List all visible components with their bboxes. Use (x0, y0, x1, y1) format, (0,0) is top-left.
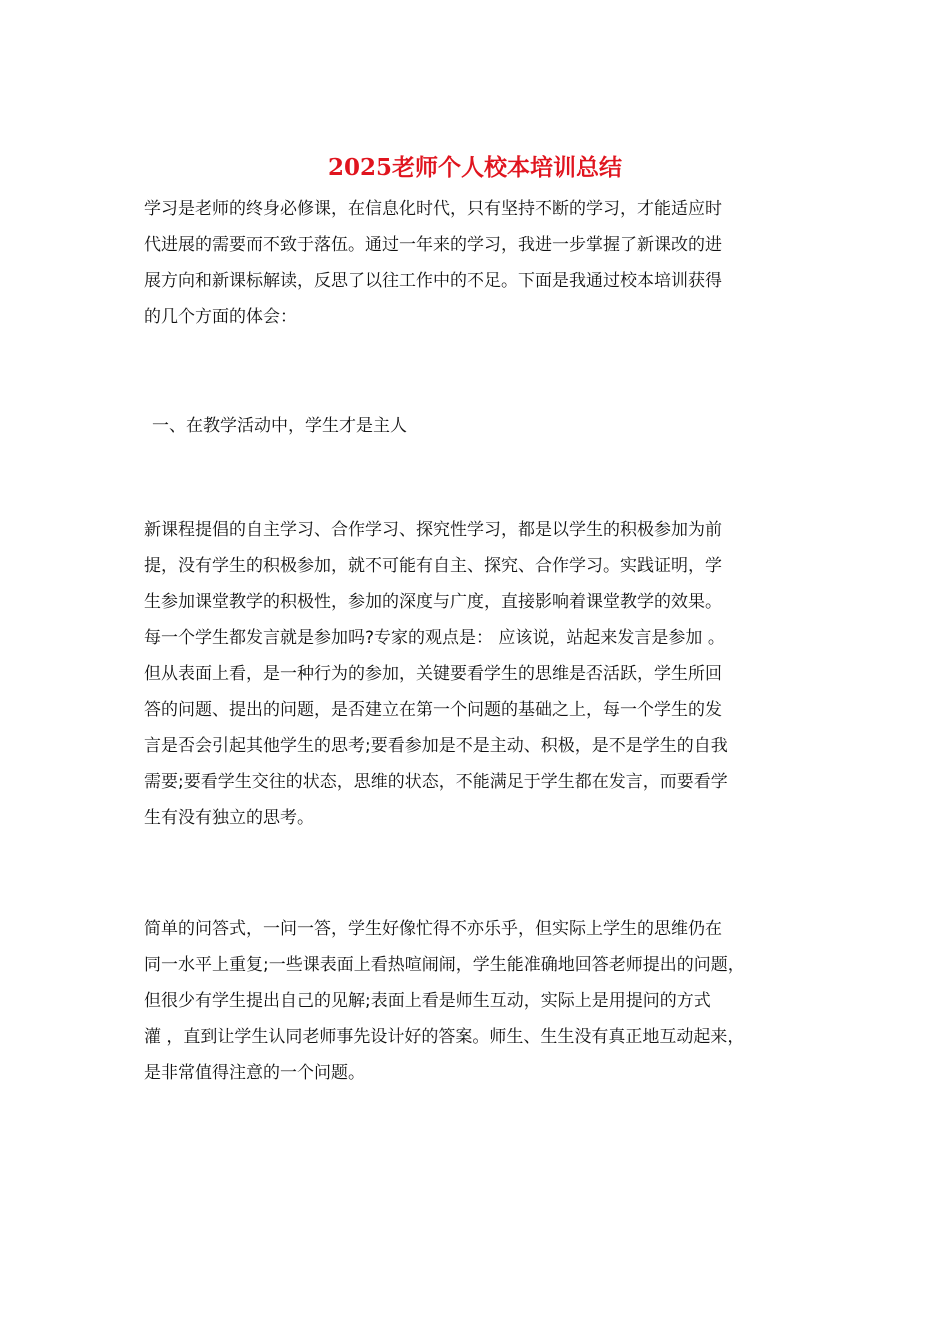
text-line: 简单的问答式，一问一答，学生好像忙得不亦乐乎，但实际上学生的思维仍在 (144, 919, 722, 939)
text-line: 新课程提倡的自主学习、合作学习、探究性学习，都是以学生的积极参加为前 (144, 520, 722, 540)
text-line: 是非常值得注意的一个问题。 (144, 1063, 365, 1083)
text-line: 同一水平上重复;一些课表面上看热喧闹闹，学生能准确地回答老师提出的问题， (144, 955, 745, 975)
text-line: 答的问题、提出的问题，是否建立在第一个问题的基础之上，每一个学生的发 (144, 700, 722, 720)
text-line: 展方向和新课标解读，反思了以往工作中的不足。下面是我通过校本培训获得 (144, 271, 722, 291)
text-line: 每一个学生都发言就是参加吗?专家的观点是： 应该说，站起来发言是参加 。 (144, 628, 725, 648)
section-heading: 一、在教学活动中，学生才是主人 (152, 416, 407, 436)
text-line: 言是否会引起其他学生的思考;要看参加是不是主动、积极，是不是学生的自我 (144, 736, 728, 756)
body-paragraph-participation (144, 512, 814, 836)
text-line: 生参加课堂教学的积极性，参加的深度与广度，直接影响着课堂教学的效果。 (144, 592, 722, 612)
text-line: 学习是老师的终身必修课，在信息化时代，只有坚持不断的学习，才能适应时 (144, 199, 722, 219)
text-line: 但从表面上看，是一种行为的参加，关键要看学生的思维是否活跃，学生所回 (144, 664, 722, 684)
text-line: 提，没有学生的积极参加，就不可能有自主、探究、合作学习。实践证明，学 (144, 556, 722, 576)
document-title: 2025老师个人校本培训总结 (327, 154, 622, 181)
body-paragraph-interaction (144, 911, 814, 1091)
text-line: 但很少有学生提出自己的见解;表面上看是师生互动，实际上是用提问的方式 (144, 991, 711, 1011)
text-line: 代进展的需要而不致于落伍。通过一年来的学习，我进一步掌握了新课改的进 (144, 235, 722, 255)
intro-paragraph (144, 191, 814, 335)
text-line: 生有没有独立的思考。 (144, 808, 314, 828)
text-line: 灌 ，直到让学生认同老师事先设计好的答案。师生、生生没有真正地互动起来， (144, 1027, 745, 1047)
text-line: 需要;要看学生交往的状态，思维的状态，不能满足于学生都在发言，而要看学 (144, 772, 728, 792)
text-line: 的几个方面的体会： (144, 307, 297, 327)
